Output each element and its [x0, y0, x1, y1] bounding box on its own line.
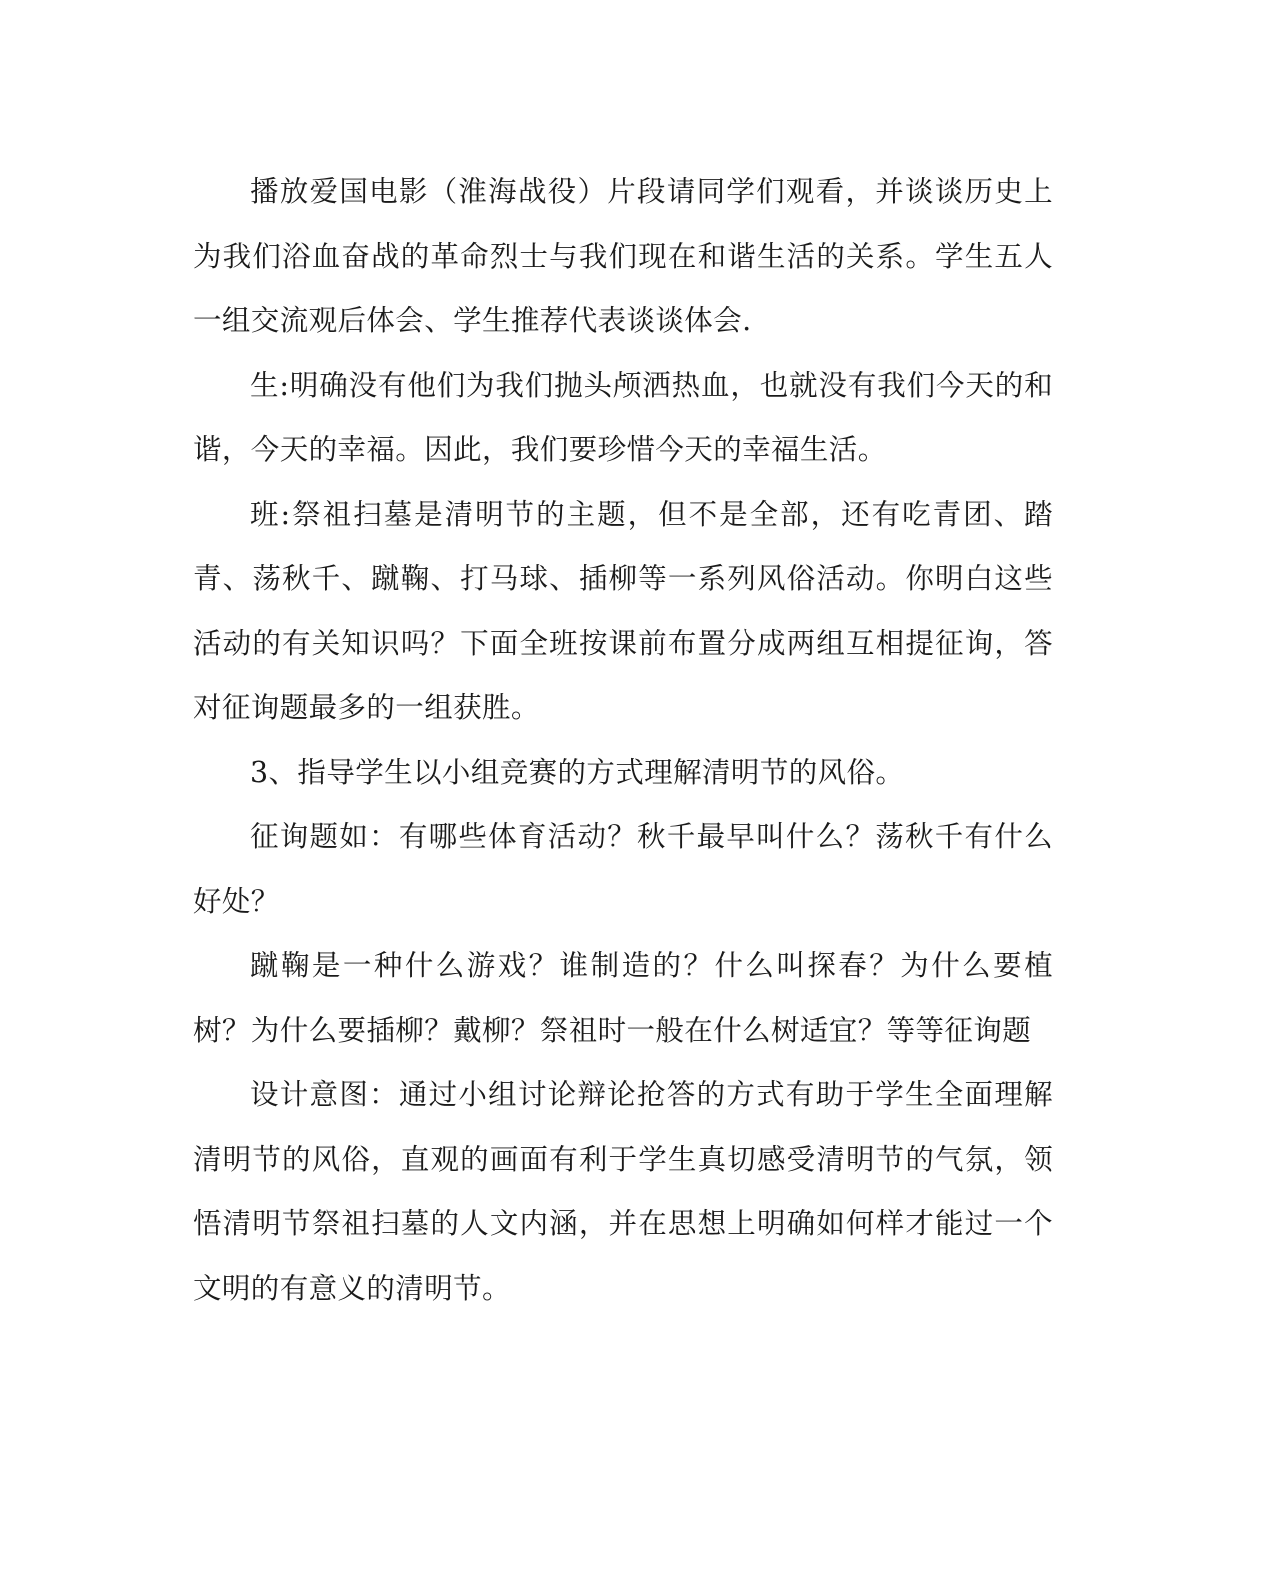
- paragraph-movie-activity: 播放爱国电影（淮海战役）片段请同学们观看，并谈谈历史上为我们浴血奋战的革命烈士与我们现在和谐生活的关系。学生五人一组交流观后体会、学生推荐代表谈谈体会.: [193, 175, 1053, 337]
- paragraph-step-3: 3、指导学生以小组竞赛的方式理解清明节的风俗。: [250, 755, 905, 789]
- paragraph-questions-1: 征询题如：有哪些体育活动？秋千最早叫什么？荡秋千有什么好处？: [193, 820, 1053, 918]
- document-body: [193, 160, 1053, 1321]
- paragraph-student-answer: 生:明确没有他们为我们抛头颅洒热血，也就没有我们今天的和谐，今天的幸福。因此，我们要珍惜今天的幸福生活。: [193, 368, 1053, 466]
- paragraph-design-intent: 设计意图：通过小组讨论辩论抢答的方式有助于学生全面理解清明节的风俗，直观的画面有利于学生真切感受清明节的气氛，领悟清明节祭祖扫墓的人文内涵，并在思想上明确如何样才能过一个文明的有意义的清明节。: [193, 1078, 1053, 1305]
- paragraph-class-customs: 班:祭祖扫墓是清明节的主题，但不是全部，还有吃青团、踏青、荡秋千、蹴鞠、打马球、插柳等一系列风俗活动。你明白这些活动的有关知识吗？下面全班按课前布置分成两组互相提征询，答对征询题最多的一组获胜。: [193, 497, 1053, 724]
- paragraph-questions-2: 蹴鞠是一种什么游戏？谁制造的？什么叫探春？为什么要植树？为什么要插柳？戴柳？祭祖时一般在什么树适宜？等等征询题: [193, 949, 1053, 1047]
